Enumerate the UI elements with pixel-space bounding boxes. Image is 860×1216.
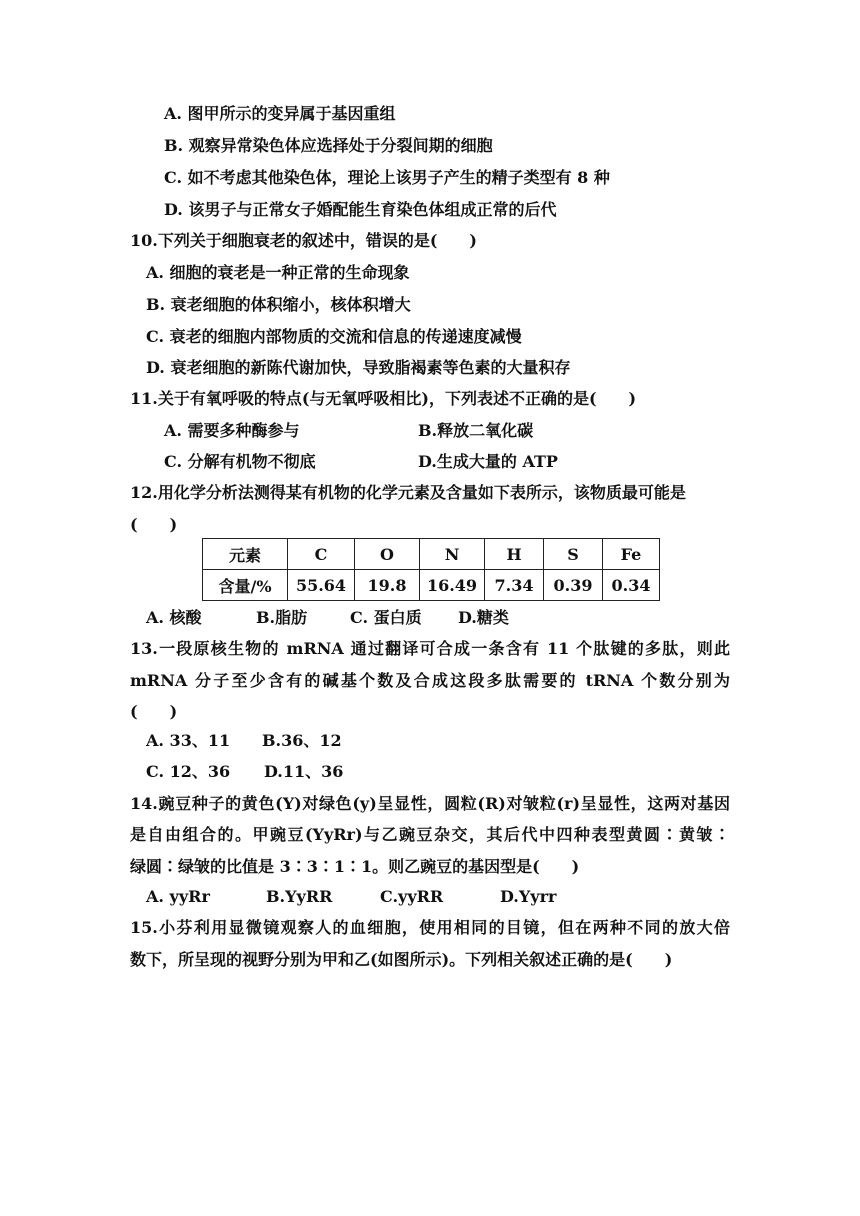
q14-option-b: B.YyRR <box>266 887 333 906</box>
q13-option-a: A. 33、11 <box>146 731 231 750</box>
table-cell: Fe <box>603 539 660 570</box>
table-cell: 16.49 <box>420 570 485 601</box>
table-header-row <box>203 539 660 570</box>
q9-option-d: D. 该男子与正常女子婚配能生育染色体组成正常的后代 <box>164 200 557 219</box>
q10-stem: 10.下列关于细胞衰老的叙述中，错误的是( ) <box>130 231 477 250</box>
q14-stem-line3: 绿圆∶绿皱的比值是 3∶3∶1∶1。则乙豌豆的基因型是( ) <box>130 857 580 876</box>
table-cell: O <box>355 539 420 570</box>
q9-option-b: B. 观察异常染色体应选择处于分裂间期的细胞 <box>164 136 493 155</box>
q12-stem-line2: ( ) <box>130 515 178 534</box>
q9-option-a: A. 图甲所示的变异属于基因重组 <box>164 104 396 123</box>
q14-option-c: C.yyRR <box>380 887 444 906</box>
q12-option-a: A. 核酸 <box>146 608 202 627</box>
q13-option-d: D.11、36 <box>264 762 344 781</box>
q13-stem-line1: 13.一段原核生物的 mRNA 通过翻译可合成一条含有 11 个肽键的多肽，则此 <box>130 639 730 658</box>
q15-stem-line1: 15.小芬利用显微镜观察人的血细胞，使用相同的目镜，但在两种不同的放大倍 <box>130 918 730 937</box>
q12-option-d: D.糖类 <box>458 608 509 627</box>
table-cell: S <box>544 539 603 570</box>
table-cell: C <box>288 539 355 570</box>
q14-stem-line1: 14.豌豆种子的黄色(Y)对绿色(y)呈显性，圆粒(R)对皱粒(r)呈显性，这两对基因 <box>130 794 730 813</box>
q11-option-b: B.释放二氧化碳 <box>418 421 534 440</box>
q14-stem-line2: 是自由组合的。甲豌豆(YyRr)与乙豌豆杂交，其后代中四种表型黄圆∶黄皱∶ <box>130 825 730 844</box>
table-cell: 55.64 <box>288 570 355 601</box>
q11-option-d: D.生成大量的 ATP <box>418 452 558 471</box>
q14-option-a: A. yyRr <box>146 887 210 906</box>
table-row <box>203 570 660 601</box>
q10-option-b: B. 衰老细胞的体积缩小，核体积增大 <box>146 295 411 314</box>
q12-option-b: B.脂肪 <box>256 608 308 627</box>
q10-option-a: A. 细胞的衰老是一种正常的生命现象 <box>146 263 410 282</box>
q12-stem-line1: 12.用化学分析法测得某有机物的化学元素及含量如下表所示，该物质最可能是 <box>130 483 686 502</box>
q11-option-c: C. 分解有机物不彻底 <box>164 452 316 471</box>
q12-option-c: C. 蛋白质 <box>350 608 422 627</box>
q10-option-c: C. 衰老的细胞内部物质的交流和信息的传递速度减慢 <box>146 327 522 346</box>
table-cell: 含量/% <box>203 570 288 601</box>
table-cell: H <box>485 539 544 570</box>
table-cell: 0.34 <box>603 570 660 601</box>
q9-option-c: C. 如不考虑其他染色体，理论上该男子产生的精子类型有 8 种 <box>164 168 610 187</box>
q10-option-d: D. 衰老细胞的新陈代谢加快，导致脂褐素等色素的大量积存 <box>146 358 571 377</box>
table-cell: 0.39 <box>544 570 603 601</box>
table-cell: 元素 <box>203 539 288 570</box>
q11-option-a: A. 需要多种酶参与 <box>164 421 300 440</box>
q11-stem: 11.关于有氧呼吸的特点(与无氧呼吸相比)，下列表述不正确的是( ) <box>130 389 637 408</box>
table-cell: 7.34 <box>485 570 544 601</box>
q14-option-d: D.Yyrr <box>500 887 557 906</box>
table-cell: 19.8 <box>355 570 420 601</box>
element-content-table <box>202 538 660 601</box>
q13-option-b: B.36、12 <box>262 731 342 750</box>
q13-option-c: C. 12、36 <box>146 762 231 781</box>
table-cell: N <box>420 539 485 570</box>
q13-stem-line2: mRNA 分子至少含有的碱基个数及合成这段多肽需要的 tRNA 个数分别为 <box>130 671 730 690</box>
q13-stem-line3: ( ) <box>130 702 178 721</box>
q15-stem-line2: 数下，所呈现的视野分别为甲和乙(如图所示)。下列相关叙述正确的是( ) <box>130 950 673 969</box>
